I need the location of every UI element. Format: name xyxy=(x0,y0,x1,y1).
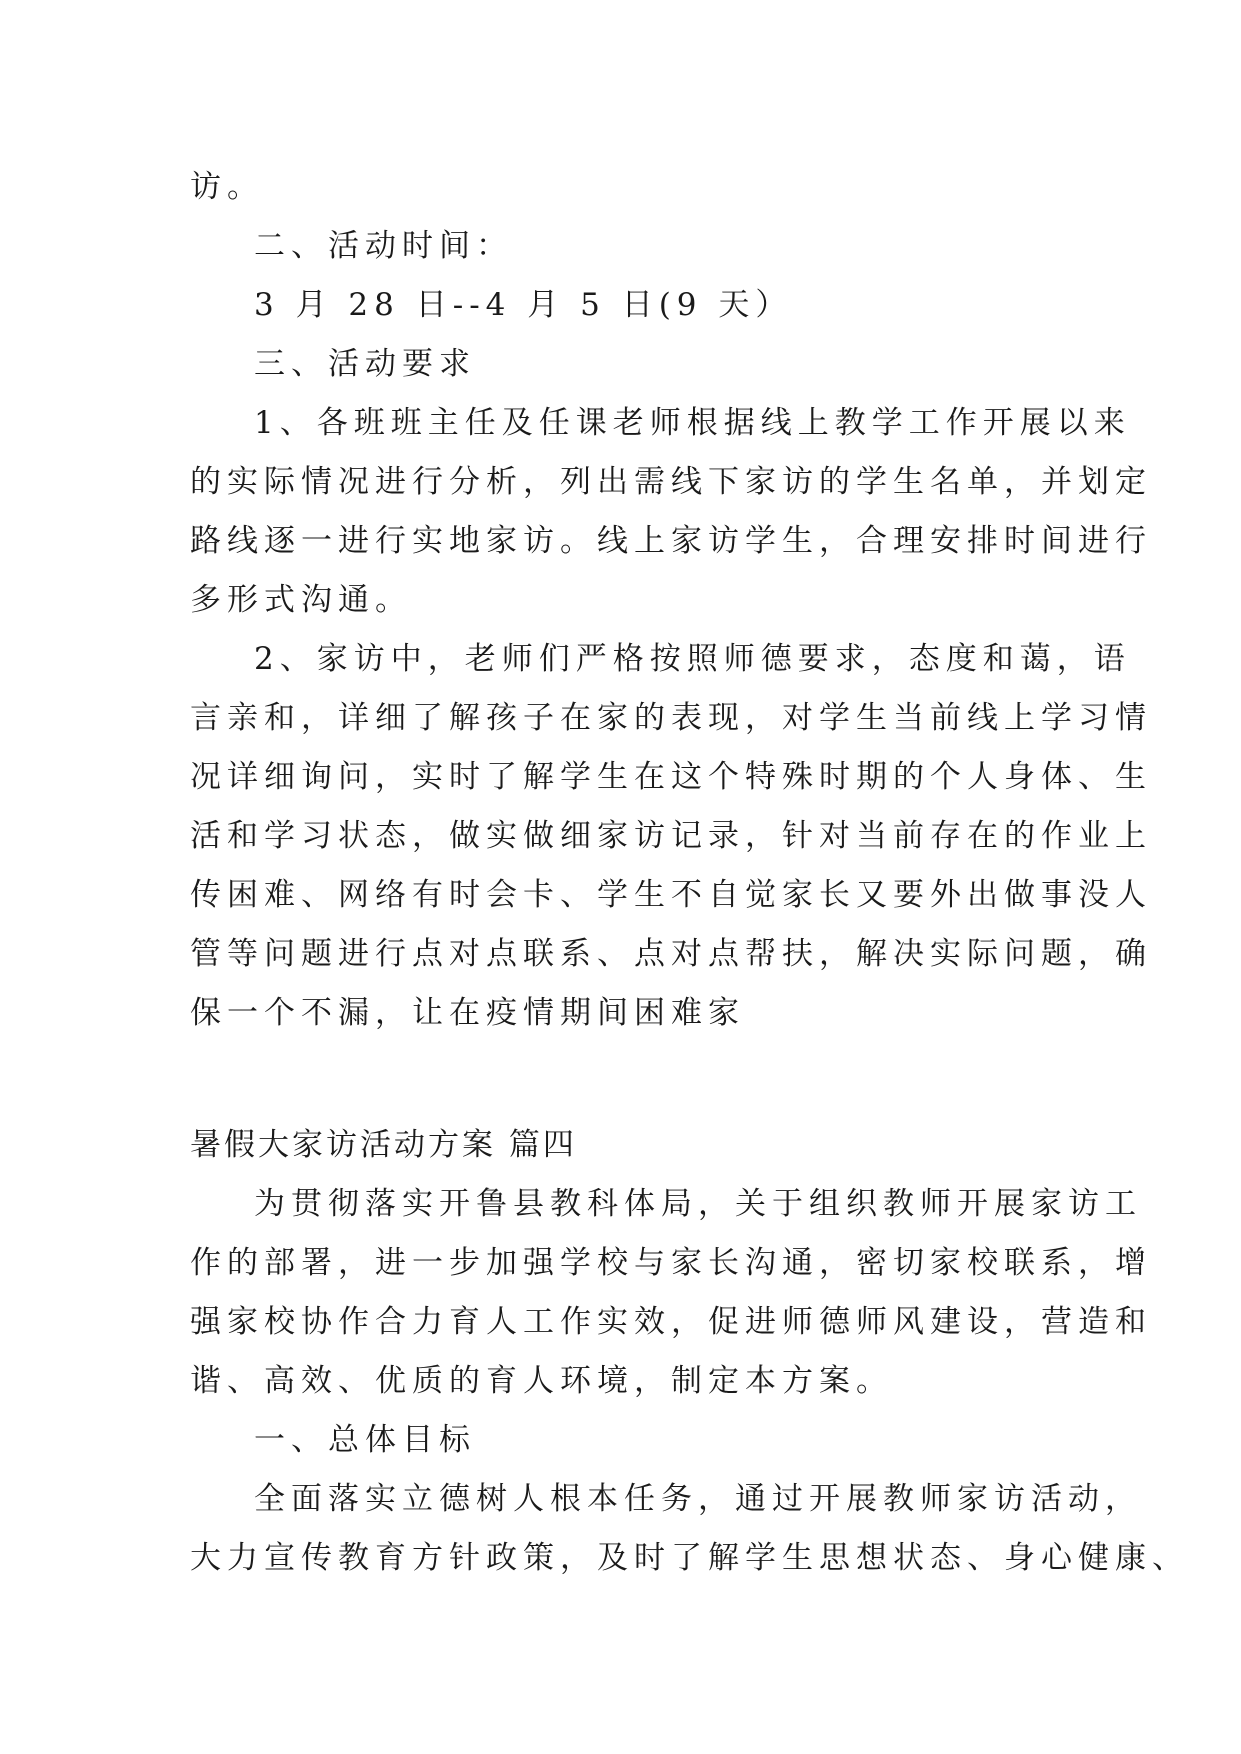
section-heading-requirements: 三、活动要求 xyxy=(254,346,476,382)
paragraph-line: 1、各班班主任及任课老师根据线上教学工作开展以来 xyxy=(254,405,1131,441)
section-heading-time: 二、活动时间： xyxy=(254,228,513,264)
section-gap xyxy=(190,1043,1055,1116)
paragraph-line: 言亲和，详细了解孩子在家的表现，对学生当前线上学习情 xyxy=(190,700,1152,736)
paragraph-line: 大力宣传教育方针政策，及时了解学生思想状态、身心健康、 xyxy=(190,1540,1189,1576)
paragraph-line: 强家校协作合力育人工作实效，促进师德师风建设，营造和 xyxy=(190,1304,1152,1340)
paragraph-line: 为贯彻落实开鲁县教科体局，关于组织教师开展家访工 xyxy=(254,1186,1142,1222)
section-heading-goal: 一、总体目标 xyxy=(254,1422,476,1458)
paragraph-line: 多形式沟通。 xyxy=(190,582,412,618)
paragraph-line: 谐、高效、优质的育人环境，制定本方案。 xyxy=(190,1363,893,1399)
paragraph-line: 2、家访中，老师们严格按照师德要求，态度和蔼，语 xyxy=(254,641,1131,677)
paragraph-line: 活和学习状态，做实做细家访记录，针对当前存在的作业上 xyxy=(190,818,1152,854)
activity-date-range: 3 月 28 日--4 月 5 日(9 天） xyxy=(254,287,793,323)
section-title: 暑假大家访活动方案 篇四 xyxy=(190,1127,577,1163)
paragraph-line: 作的部署，进一步加强学校与家长沟通，密切家校联系，增 xyxy=(190,1245,1152,1281)
paragraph-line: 的实际情况进行分析，列出需线下家访的学生名单，并划定 xyxy=(190,464,1152,500)
document-page xyxy=(190,158,1189,1588)
paragraph-line: 况详细询问，实时了解学生在这个特殊时期的个人身体、生 xyxy=(190,759,1152,795)
paragraph-line: 传困难、网络有时会卡、学生不自觉家长又要外出做事没人 xyxy=(190,877,1152,913)
paragraph-line: 路线逐一进行实地家访。线上家访学生，合理安排时间进行 xyxy=(190,523,1152,559)
paragraph-line: 保一个不漏，让在疫情期间困难家 xyxy=(190,995,745,1031)
paragraph-line: 访。 xyxy=(190,169,264,205)
paragraph-line: 管等问题进行点对点联系、点对点帮扶，解决实际问题，确 xyxy=(190,936,1152,972)
paragraph-line: 全面落实立德树人根本任务，通过开展教师家访活动， xyxy=(254,1481,1142,1517)
